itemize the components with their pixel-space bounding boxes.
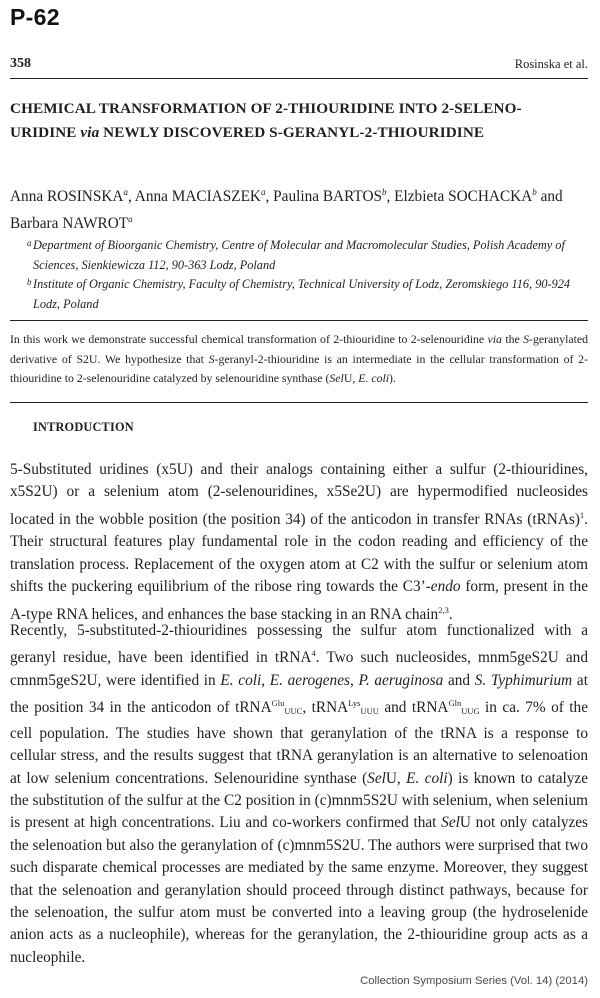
organism-name: S. Typhimurium <box>474 671 573 689</box>
affiliation-b <box>27 275 573 314</box>
body-text: . Their structural features play fundamental role in the codon reading and efficiency of the translation process. Replacement of the oxygen atom at C2 with the sulfur or selenium atom shifts the puckering equilibrium of the ribose ring towards the C3’- <box>10 510 588 596</box>
body-text: at the position 34 in the anticodon of tRNA <box>10 671 588 717</box>
body-text: and <box>443 671 475 689</box>
trna-superscript: Glu <box>271 698 285 709</box>
organism-name: E. coli <box>406 769 448 787</box>
author-name: Elzbieta SOCHACKA <box>394 188 533 206</box>
body-text: 5-Substituted uridines (x5U) and their analogs containing either a sulfur (2-thiouridines, x5S2U) or a selenium atom (2-selenouridines, x5Se2U) are hypermodified nucleosides located in the wobble position (the position 34) of the anticodon in transfer RNAs (tRNAs) <box>10 461 588 528</box>
running-author: Rosinska et al. <box>514 57 588 71</box>
abstract-text: -geranyl-2-thiouridine is an intermediate in the cellular transformation of 2-thiouridine to 2-selenouridine catalyzed by selenouridine synthase ( <box>10 351 588 385</box>
author-affiliation-mark: b <box>532 187 537 197</box>
body-text: . Two such nucleosides, mnm5geS2U and cmnm5geS2U, were identified in <box>10 649 588 689</box>
author-separator: , <box>265 188 274 206</box>
footer-series-citation: Collection Symposium Series (Vol. 14) (2014) <box>360 975 588 987</box>
body-text: , tRNA <box>302 699 349 717</box>
body-text: Recently, 5-substituted-2-thiouridines possessing the sulfur atom functionalized with a geranyl residue, have been identified in tRNA <box>10 622 588 667</box>
author-name: Anna MACIASZEK <box>134 188 261 206</box>
abstract-text: the <box>501 332 524 346</box>
body-text: , <box>261 671 270 689</box>
abstract-italic: E. coli <box>358 371 390 385</box>
author-separator: , <box>127 188 135 206</box>
affiliation-text: Department of Bioorganic Chemistry, Centre of Molecular and Macromolecular Studies, Polish Academy of Sciences, Sienkiewicza 112, 90-363 Lodz, Poland <box>33 238 565 272</box>
author-affiliation-mark: a <box>123 187 128 197</box>
organism-name: E. aerogenes <box>269 671 350 689</box>
abstract-text: ). <box>389 371 396 385</box>
poster-code: P-62 <box>10 4 60 30</box>
page-number: 358 <box>10 56 31 71</box>
abstract-text: In this work we demonstrate successful chemical transformation of 2-thiouridine to 2-selenouridine <box>10 332 488 346</box>
body-text: and tRNA <box>378 699 449 717</box>
abstract-italic: S <box>523 332 530 346</box>
abstract-italic: S <box>208 351 215 366</box>
body-text: ) is known to catalyze the substitution of the sulfur at the C2 position in (c)mnm5S2U with selenium, when selenium is present at high concentrations. Liu and co-workers confirmed that <box>10 769 589 832</box>
body-text: , <box>349 671 359 689</box>
body-text: . <box>448 605 453 623</box>
affiliation-mark: a <box>27 238 32 248</box>
author-separator: and <box>536 188 563 206</box>
author-name: Anna ROSINSKA <box>10 188 124 206</box>
abstract-italic: Sel <box>329 371 344 385</box>
abstract-italic: via <box>487 332 502 346</box>
paper-title <box>10 97 570 145</box>
affiliation-list <box>27 236 573 314</box>
running-header <box>10 56 588 79</box>
trna-subscript: UUG <box>461 706 480 717</box>
section-heading-introduction: INTRODUCTION <box>33 420 134 434</box>
trna-subscript: UUC <box>284 706 303 717</box>
affiliation-a <box>27 236 573 275</box>
author-affiliation-mark: b <box>382 187 387 197</box>
body-text: U not only catalyzes the selenoation but also the geranylation of (c)mnm5S2U. The authors were surprised that two such disparate chemical processes are mediated by the same enzyme. Moreover, they suggest that the selenoation and geranylation should proceed through distinct pathways, because for the selenoation, the sulfur atom must be converted into a leaving group (the hydroselenide anion acts as a nucleophile), whereas for the geranylation, the 2-thiouridine group acts as a nucleophile. <box>10 814 588 966</box>
organism-name: E. coli <box>220 671 262 689</box>
author-name: Paulina BARTOS <box>273 188 383 206</box>
title-part-2: NEWLY DISCOVERED S-GERANYL-2-THIOURIDINE <box>99 124 485 141</box>
author-list <box>10 181 585 235</box>
citation-ref: 1 <box>579 509 585 520</box>
body-italic: endo <box>430 578 461 596</box>
enzyme-italic: Sel <box>367 769 386 787</box>
trna-superscript: Gln <box>448 698 462 709</box>
title-part-1: CHEMICAL TRANSFORMATION OF 2-THIOURIDINE INTO 2-SELENO-URIDINE <box>10 100 522 141</box>
trna-superscript: Lys <box>348 698 361 709</box>
affiliation-text: Institute of Organic Chemistry, Faculty of Chemistry, Technical University of Lodz, Zeromskiego 116, 90-924 Lodz, Poland <box>33 277 571 311</box>
intro-paragraph-1 <box>10 459 588 626</box>
body-text: form, present in the A-type RNA helices, and enhances the base stacking in an RNA chain <box>10 578 588 623</box>
author-affiliation-mark: a <box>260 187 266 197</box>
abstract-bottom-rule <box>10 402 588 403</box>
body-text: in ca. 7% of the cell population. The studies have shown that geranylation of the tRNA is a response to cellular stress, and the results suggest that tRNA geranylation is an alternative to selenoation at low selenium concentrations. Selenouridine synthase ( <box>10 699 588 787</box>
author-name: Barbara NAWROT <box>10 215 129 233</box>
body-text: U, <box>385 769 407 787</box>
title-via: via <box>80 124 100 141</box>
abstract-top-rule <box>10 320 588 321</box>
author-separator: , <box>386 188 395 206</box>
author-affiliation-mark: a <box>128 214 133 225</box>
abstract-text: -geranylated derivative of S2U. We hypothesize that <box>10 332 588 366</box>
affiliation-mark: b <box>27 277 32 287</box>
organism-name: P. aeruginosa <box>358 671 444 689</box>
trna-subscript: UUU <box>360 706 379 717</box>
abstract-text: U, <box>343 371 359 385</box>
enzyme-italic: Sel <box>441 814 460 832</box>
intro-paragraph-2 <box>10 620 588 969</box>
abstract <box>10 330 588 389</box>
citation-ref: 2,3 <box>438 604 449 615</box>
citation-ref: 4 <box>311 648 316 659</box>
